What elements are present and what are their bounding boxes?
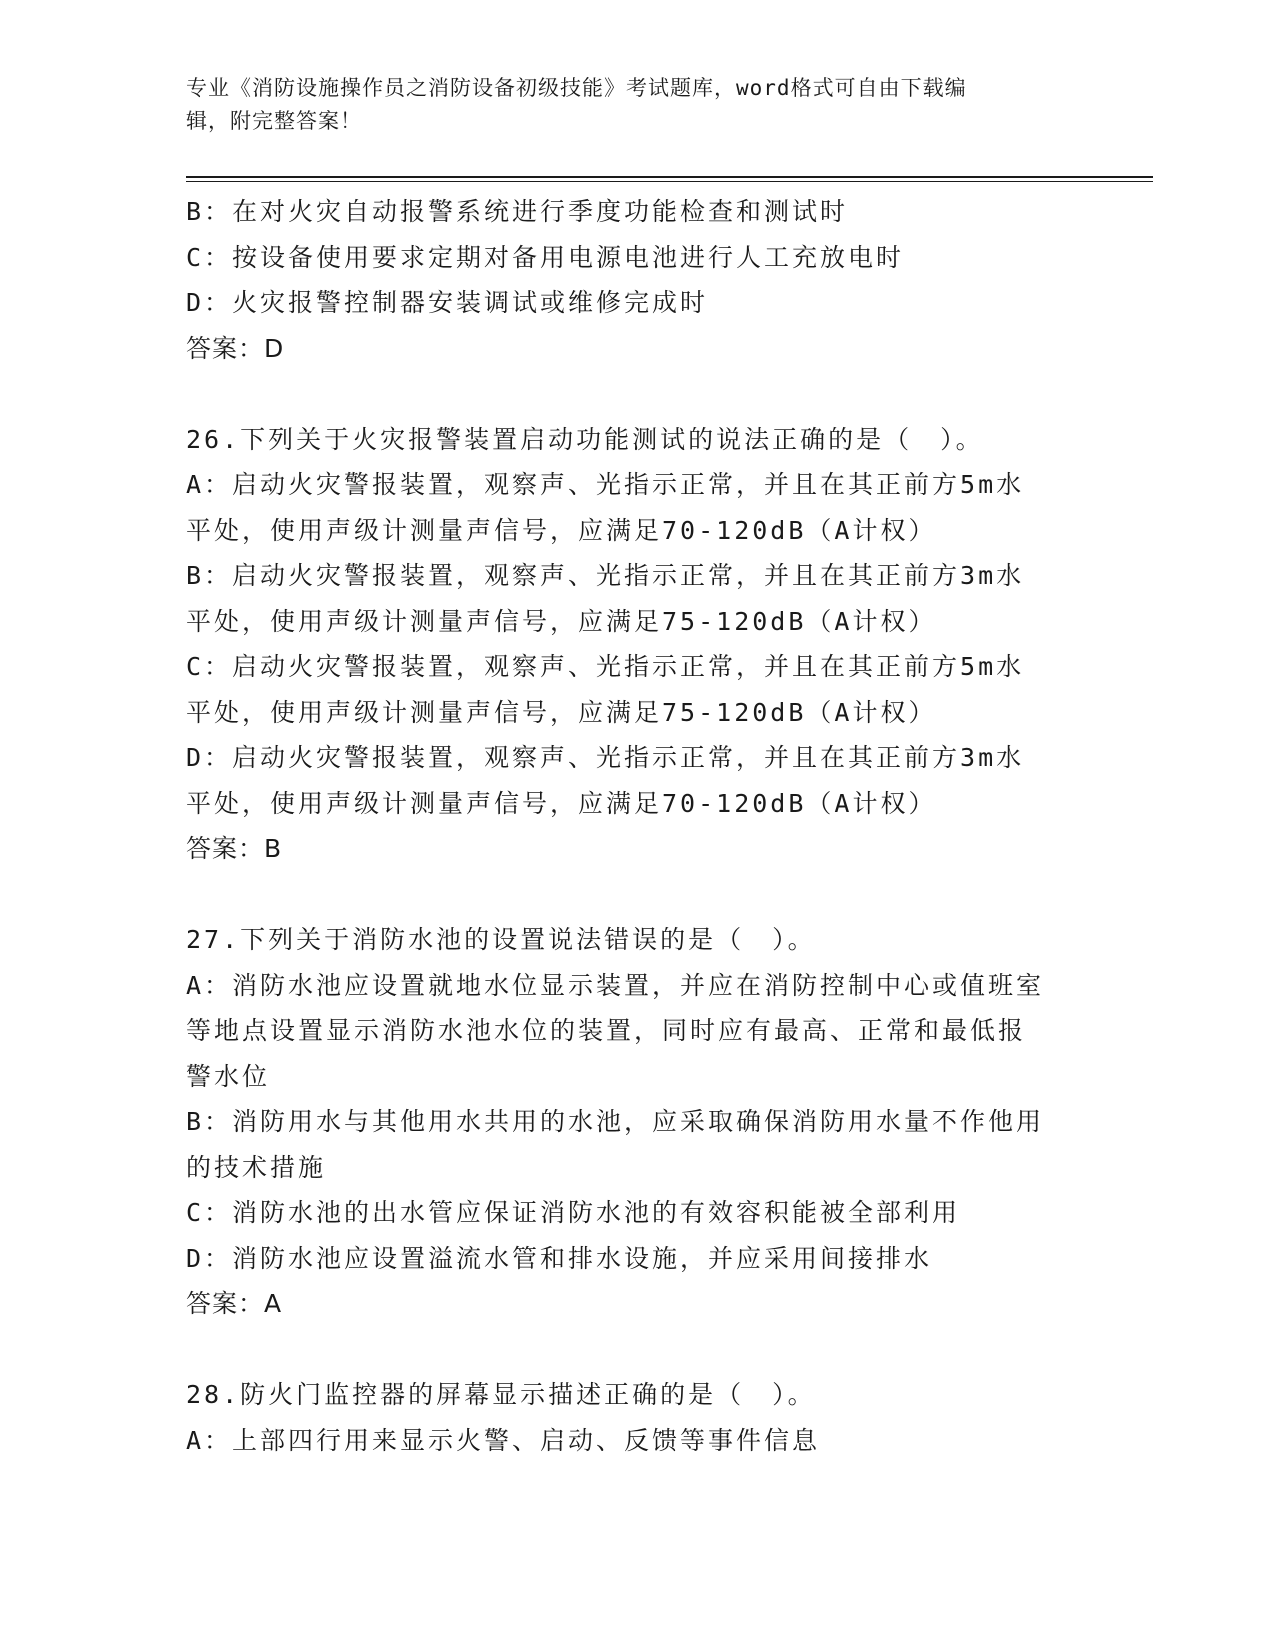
option-c: C：消防水池的出水管应保证消防水池的有效容积能被全部利用: [186, 1198, 961, 1227]
question-25: [186, 189, 1086, 371]
option-b-cont: 的技术措施: [186, 1152, 327, 1182]
option-a: A：消防水池应设置就地水位显示装置，并应在消防控制中心或值班室: [186, 970, 1045, 1000]
option-a-cont: 平处，使用声级计测量声信号，应满足70-120dB（A计权）: [186, 515, 937, 545]
question-26: [186, 417, 1086, 872]
answer-label: 答案：A: [186, 1289, 283, 1318]
option-d: D：启动火灾警报装置，观察声、光指示正常，并且在其正前方3m水: [186, 743, 1025, 772]
option-d-cont: 平处，使用声级计测量声信号，应满足70-120dB（A计权）: [186, 788, 937, 818]
option-d: D：消防水池应设置溢流水管和排水设施，并应采用间接排水: [186, 1243, 933, 1273]
question-stem: 27.下列关于消防水池的设置说法错误的是（ ）。: [186, 925, 816, 954]
option-a-cont: 警水位: [186, 1061, 271, 1091]
option-b: B：在对火灾自动报警系统进行季度功能检查和测试时: [186, 197, 849, 226]
answer-label: 答案：D: [186, 333, 285, 363]
option-c: C：启动火灾警报装置，观察声、光指示正常，并且在其正前方5m水: [186, 652, 1025, 681]
question-stem: 26.下列关于火灾报警装置启动功能测试的说法正确的是（ ）。: [186, 424, 984, 454]
option-b: B：消防用水与其他用水共用的水池，应采取确保消防用水量不作他用: [186, 1107, 1045, 1136]
answer-label: 答案：B: [186, 834, 283, 863]
header-divider: [186, 181, 1153, 182]
option-d: D：火灾报警控制器安装调试或维修完成时: [186, 288, 709, 317]
header-divider: [186, 176, 1153, 178]
question-stem: 28.防火门监控器的屏幕显示描述正确的是（ ）。: [186, 1380, 816, 1409]
question-27: [186, 917, 1086, 1327]
question-28: [186, 1372, 1086, 1463]
document-header: [186, 72, 1086, 138]
header-line: 辑，附完整答案！: [186, 109, 362, 133]
question-content: [186, 189, 1086, 1463]
option-a-cont: 等地点设置显示消防水池水位的装置，同时应有最高、正常和最低报: [186, 1016, 1027, 1045]
option-b-cont: 平处，使用声级计测量声信号，应满足75-120dB（A计权）: [186, 606, 937, 636]
option-a: A：上部四行用来显示火警、启动、反馈等事件信息: [186, 1425, 821, 1455]
option-b: B：启动火灾警报装置，观察声、光指示正常，并且在其正前方3m水: [186, 561, 1025, 590]
option-c: C：按设备使用要求定期对备用电源电池进行人工充放电时: [186, 242, 905, 272]
option-a: A：启动火灾警报装置，观察声、光指示正常，并且在其正前方5m水: [186, 470, 1025, 499]
header-line: 专业《消防设施操作员之消防设备初级技能》考试题库，word格式可自由下载编: [186, 76, 967, 100]
option-c-cont: 平处，使用声级计测量声信号，应满足75-120dB（A计权）: [186, 697, 937, 727]
